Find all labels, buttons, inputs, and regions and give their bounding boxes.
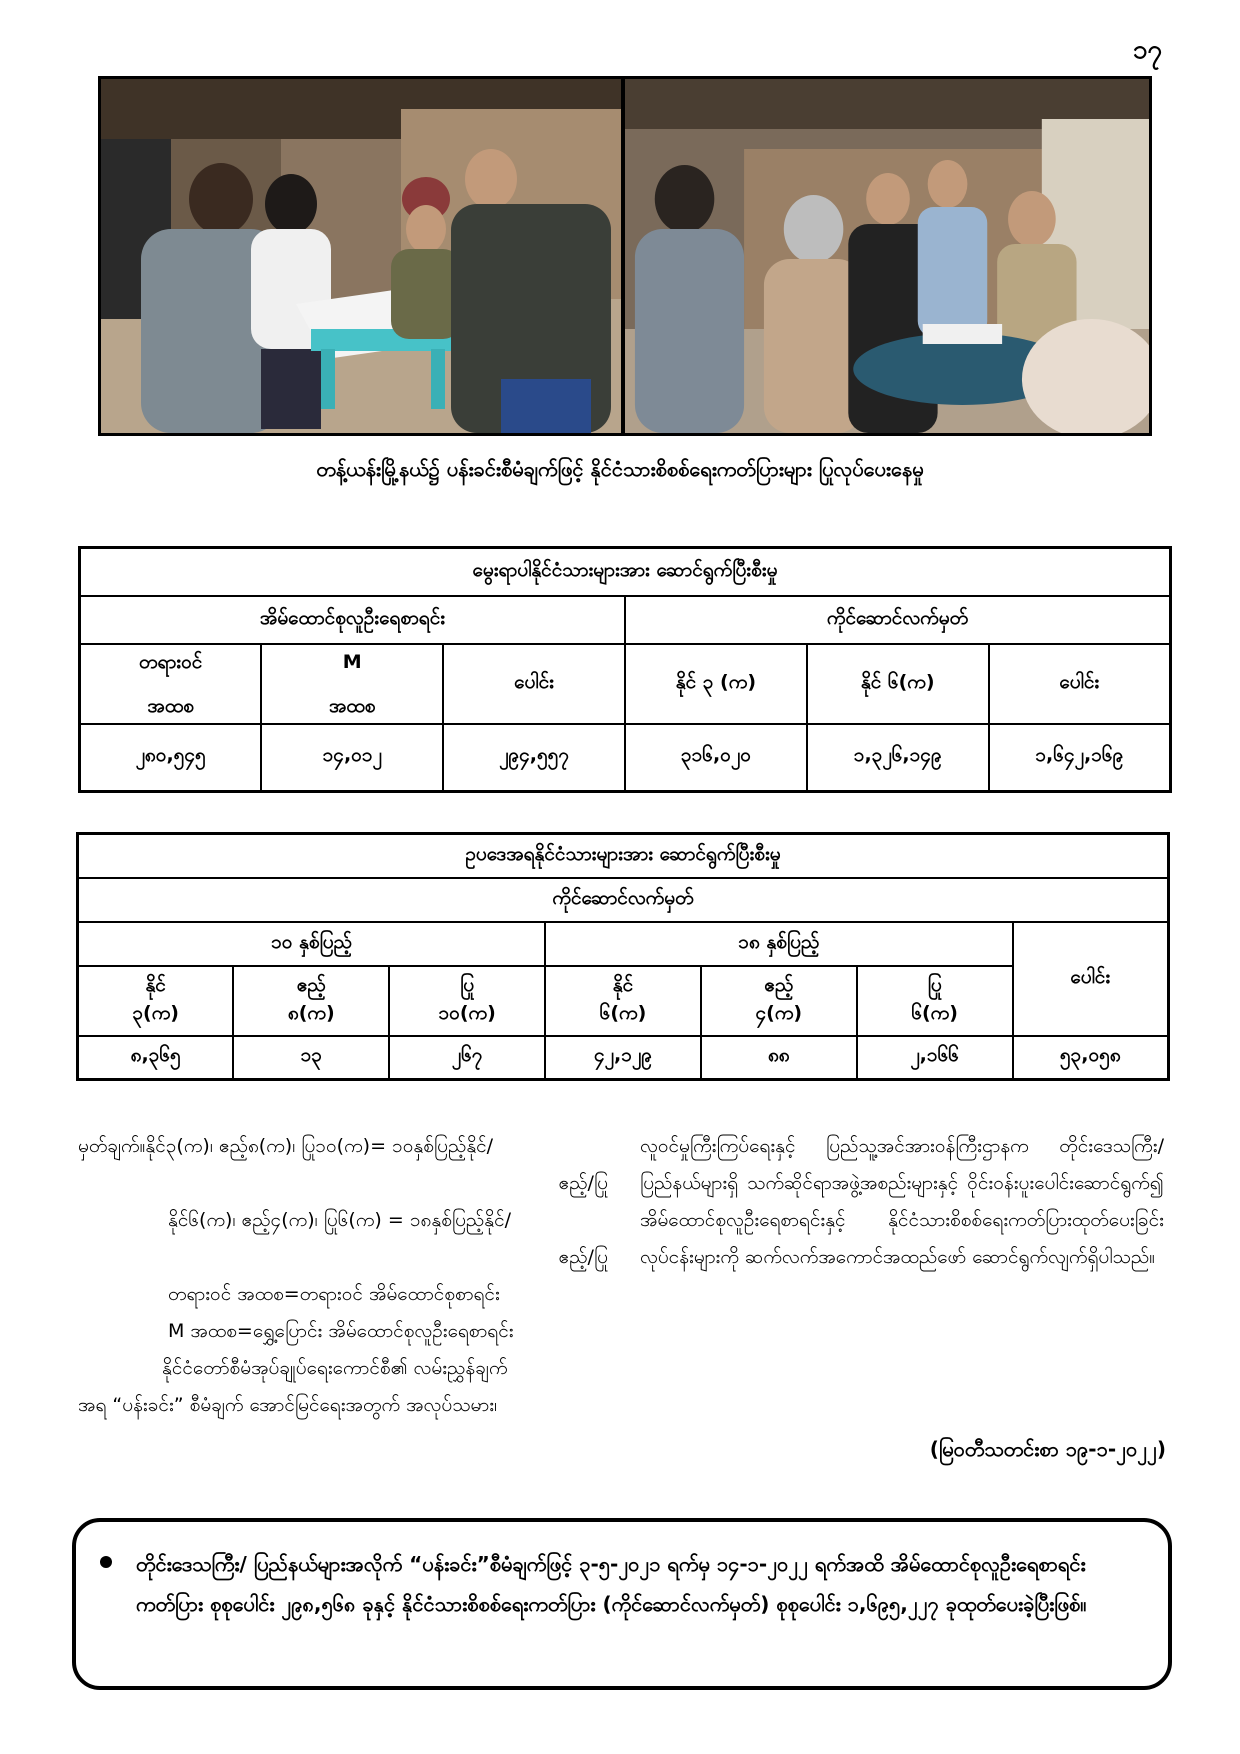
table2-header-cell: နိုင် ၃(က)	[78, 966, 234, 1036]
table2-total-header: ပေါင်း	[1013, 922, 1169, 1036]
news-source: (မြဝတီသတင်းစာ ၁၉-၁-၂၀၂၂)	[929, 1437, 1166, 1461]
table1-value-cell: ၁,၃၂၆,၁၄၉	[807, 724, 989, 792]
natural-citizen-table	[78, 546, 1172, 793]
table2-value-cell: ၄၂,၁၂၉	[545, 1036, 701, 1080]
table2-group-18yr: ၁၈ နှစ်ပြည့်	[545, 922, 1013, 966]
page-number: ၁၇	[1132, 35, 1162, 65]
table1-header-cell: ပေါင်း	[989, 644, 1171, 724]
table2-value-cell: ၈,၃၆၅	[78, 1036, 234, 1080]
table2-value-cell: ၂၆၇	[389, 1036, 545, 1080]
photo-frame	[98, 76, 1152, 436]
photo-registration-group	[625, 79, 1149, 433]
table2-title: ဥပဒေအရနိုင်ငံသားများအား ဆောင်ရွက်ပြီးစီးမှု	[78, 834, 1169, 878]
table1-value-cell: ၂၉၄,၅၅၇	[443, 724, 625, 792]
note-line: M အထစ=ရွှေ့ပြောင်း အိမ်ထောင်စုလူဦးရေစာရင်း	[168, 1320, 514, 1342]
table1-header-cell: နိုင် ၆(က)	[807, 644, 989, 724]
table1-value-cell: ၁,၆၄၂,၁၆၉	[989, 724, 1171, 792]
table2-group-10yr: ၁၀ နှစ်ပြည့်	[78, 922, 546, 966]
photo-registration-home-visit-icon	[101, 79, 621, 433]
photo-caption: တန့်ယန်းမြို့နယ်၌ ပန်းခင်းစီမံချက်ဖြင့် နိုင်ငံသားစိစစ်ရေးကတ်ပြားများ ပြုလုပ်ပေးနေမှု	[316, 457, 924, 481]
table2-value-cell: ၂,၁၆၆	[857, 1036, 1013, 1080]
naturalized-citizen-table	[76, 832, 1170, 1081]
table1-header-cell: M အထစ	[261, 644, 443, 724]
table2-header-cell: ပြု ၁၀(က)	[389, 966, 545, 1036]
table1-value-cell: ၃၁၆,၀၂၀	[625, 724, 807, 792]
table2-header-cell: ပြု ၆(က)	[857, 966, 1013, 1036]
table1-header-cell: နိုင် ၃ (က)	[625, 644, 807, 724]
note-line: နိုင်၆(က)၊ ဧည့်၄(က)၊ ပြု၆(က) = ၁၈နှစ်ပြည့်နိုင်/	[168, 1209, 512, 1231]
table1-title: မွေးရာပါနိုင်ငံသားများအား ဆောင်ရွက်ပြီးစီးမှု	[80, 548, 1171, 596]
table2-value-cell: ၁၃	[233, 1036, 389, 1080]
note-line: နိုင်ငံတော်စီမံအုပ်ချုပ်ရေးကောင်စီ၏ လမ်းညွှန်ချက်	[162, 1357, 508, 1379]
table1-header-cell: ပေါင်း	[443, 644, 625, 724]
note-line: မှတ်ချက်။နိုင်၃(က)၊ ဧည့်၈(က)၊ ပြု၁၀(က)= ၁၀နှစ်ပြည့်နိုင်/	[78, 1135, 494, 1157]
summary-text: တိုင်းဒေသကြီး/ ပြည်နယ်များအလိုက် “ပန်းခင်း”စီမံချက်ဖြင့် ၃-၅-၂၀၂၁ ရက်မှ ၁၄-၁-၂၀၂၂ ရက်အထိ အိမ်ထောင်စုလူဦးရေစာရင်းကတ်ပြား စုစုပေါင်း ၂၉၈,၅၆၈ ခုနှင့် နိုင်ငံသားစိစစ်ရေးကတ်ပြား (ကိုင်ဆောင်လက်မှတ်) စုစုပေါင်း ၁,၆၉၅,၂၂၇ ခုထုတ်ပေးခဲ့ပြီးဖြစ်။	[136, 1552, 1087, 1616]
summary-box	[72, 1518, 1172, 1690]
table1-group-household: အိမ်ထောင်စုလူဦးရေစာရင်း	[80, 596, 625, 644]
table2-subtitle: ကိုင်ဆောင်လက်မှတ်	[78, 878, 1169, 922]
table-notes	[78, 1128, 608, 1424]
table2-header-cell: ဧည့် ၈(က)	[233, 966, 389, 1036]
table1-value-cell: ၁၄,၀၁၂	[261, 724, 443, 792]
note-line: ဧည့်/ပြု	[558, 1172, 608, 1194]
note-line: အရ “ပန်းခင်း” စီမံချက် အောင်မြင်ရေးအတွက် အလုပ်သမား၊	[78, 1394, 498, 1416]
table2-value-cell: ၅၃,၀၅၈	[1013, 1036, 1169, 1080]
note-line: တရားဝင် အထစ=တရားဝင် အိမ်ထောင်စုစာရင်း	[168, 1283, 500, 1305]
table2-header-cell: နိုင် ၆(က)	[545, 966, 701, 1036]
bullet-icon	[100, 1556, 112, 1568]
photo-registration-group-icon	[625, 79, 1149, 433]
table1-group-card: ကိုင်ဆောင်လက်မှတ်	[625, 596, 1171, 644]
table2-value-cell: ၈၈	[701, 1036, 857, 1080]
table2-header-cell: ဧည့် ၄(က)	[701, 966, 857, 1036]
article-body: လူဝင်မှုကြီးကြပ်ရေးနှင့် ပြည်သူ့အင်အားဝန်ကြီးဌာနက တိုင်းဒေသကြီး/ ပြည်နယ်များရှိ သက်ဆိုင်ရာအဖွဲ့အစည်းများနှင့် ဝိုင်းဝန်းပူးပေါင်းဆောင်ရွက်၍ အိမ်ထောင်စုလူဦးရေစာရင်းနှင့် နိုင်ငံသားစိစစ်ရေးကတ်ပြားထုတ်ပေးခြင်းလုပ်ငန်းများကို ဆက်လက်အကောင်အထည်ဖော် ဆောင်ရွက်လျက်ရှိပါသည်။	[640, 1135, 1164, 1268]
photo-registration-home-visit	[101, 79, 625, 433]
table1-value-cell: ၂၈၀,၅၄၅	[80, 724, 262, 792]
table1-header-cell: တရားဝင် အထစ	[80, 644, 262, 724]
note-line: ဧည့်/ပြု	[558, 1246, 608, 1268]
